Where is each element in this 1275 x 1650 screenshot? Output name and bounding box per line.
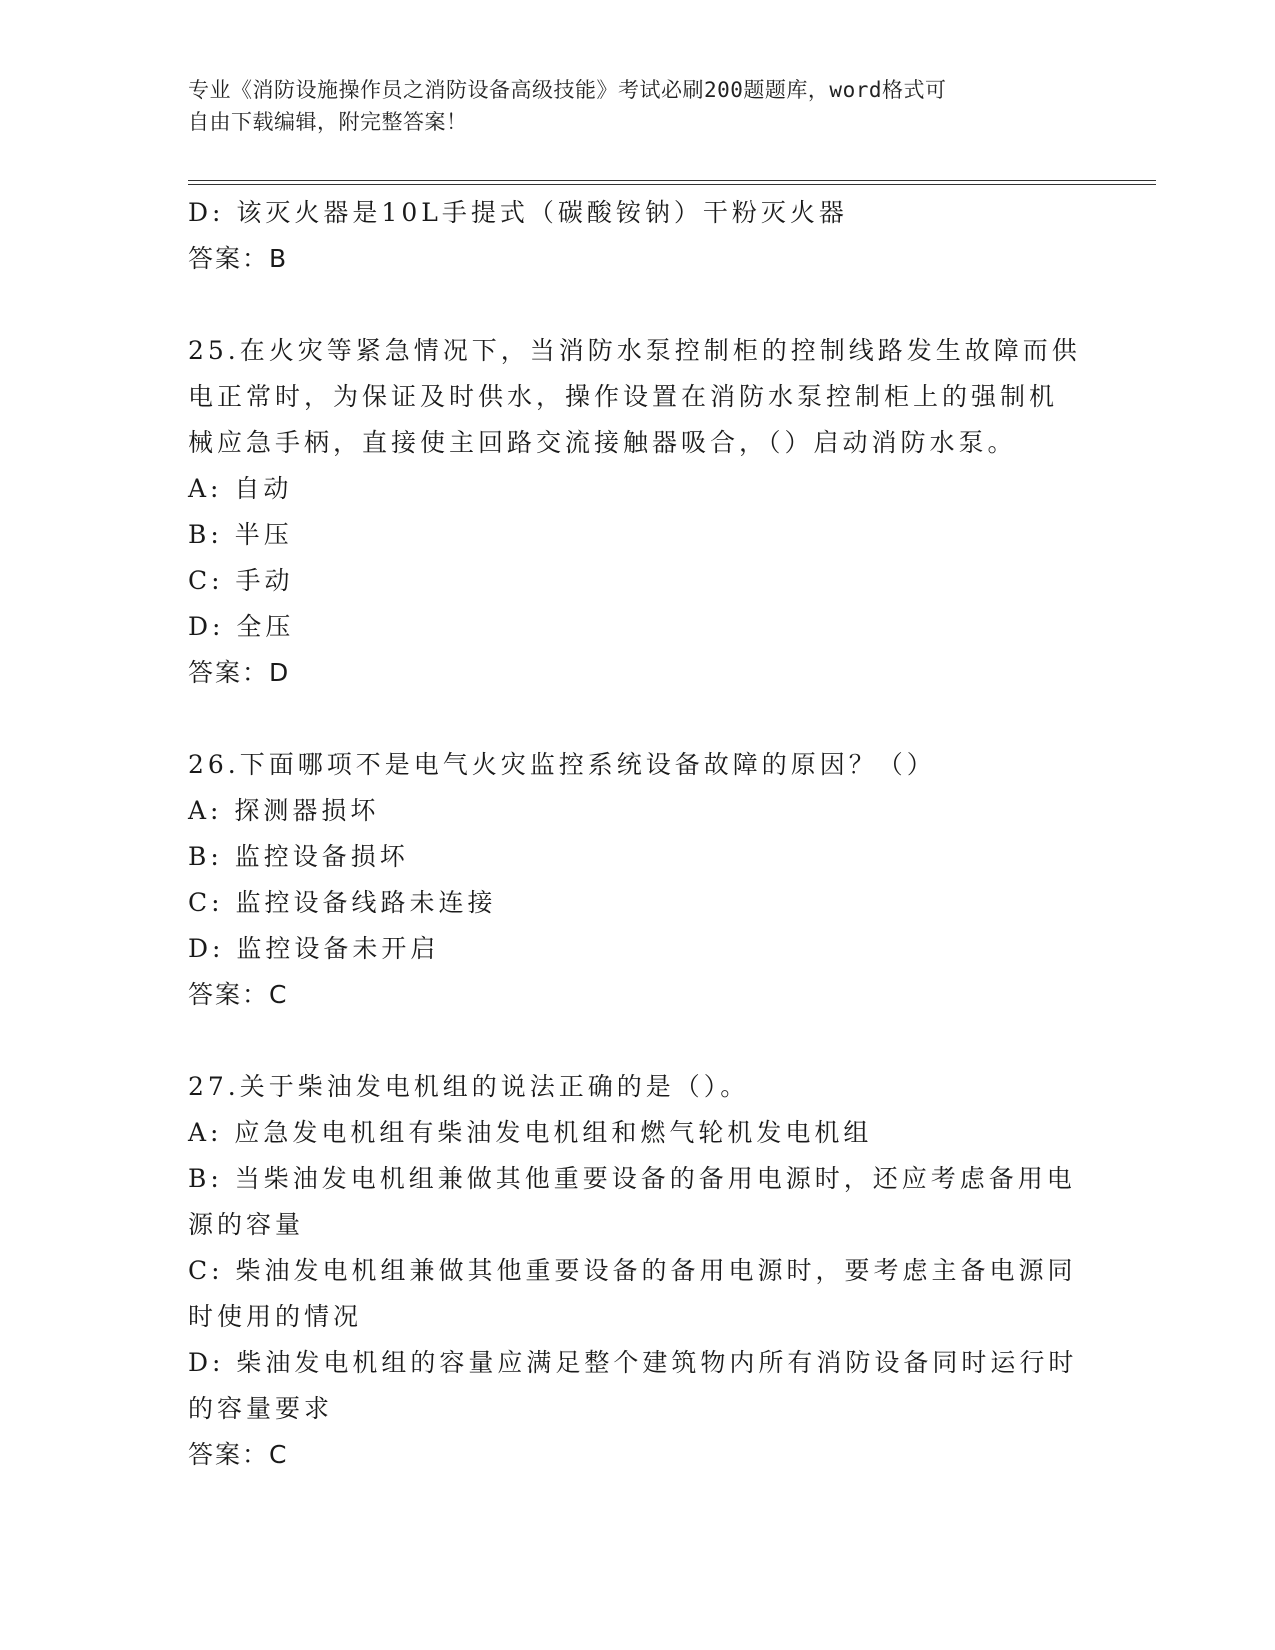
option-d-continued: 的容量要求 xyxy=(188,1394,334,1423)
answer-value: C xyxy=(269,1440,287,1469)
question-stem-line: 25.在火灾等紧急情况下，当消防水泵控制柜的控制线路发生故障而供 xyxy=(188,336,1081,365)
option-b: B: 半压 xyxy=(188,520,293,549)
option-a: A: 应急发电机组有柴油发电机组和燃气轮机发电机组 xyxy=(188,1118,873,1147)
prev-answer xyxy=(188,236,1088,282)
option-d: D: 监控设备未开启 xyxy=(188,934,440,963)
option-c: C: 手动 xyxy=(188,566,294,595)
question-list xyxy=(188,190,1088,1478)
prev-option-d: D: 该灭火器是10L手提式（碳酸铵钠）干粉灭火器 xyxy=(188,198,848,227)
question-26 xyxy=(188,742,1088,1018)
header-line-1: 专业《消防设施操作员之消防设备高级技能》考试必刷200题题库，word格式可 xyxy=(188,78,947,102)
answer-label: 答案： xyxy=(188,658,270,687)
option-d: D: 柴油发电机组的容量应满足整个建筑物内所有消防设备同时运行时 xyxy=(188,1348,1078,1377)
question-stem-line: 电正常时，为保证及时供水，操作设置在消防水泵控制柜上的强制机 xyxy=(188,382,1059,411)
document-header xyxy=(188,74,1088,138)
option-c-continued: 时使用的情况 xyxy=(188,1302,363,1331)
question-27 xyxy=(188,1064,1088,1478)
option-b: B: 监控设备损坏 xyxy=(188,842,409,871)
header-rule-top xyxy=(188,180,1156,181)
option-c: C: 监控设备线路未连接 xyxy=(188,888,497,917)
answer-label: 答案： xyxy=(188,1440,270,1469)
header-rule-bottom xyxy=(188,184,1156,185)
answer-value: D xyxy=(269,658,289,687)
option-d: D: 全压 xyxy=(188,612,295,641)
option-b-continued: 源的容量 xyxy=(188,1210,305,1239)
answer xyxy=(188,972,1088,1018)
answer-value: C xyxy=(269,980,287,1009)
answer xyxy=(188,1432,1088,1478)
header-line-2: 自由下载编辑，附完整答案！ xyxy=(188,110,468,134)
question-stem-line: 26.下面哪项不是电气火灾监控系统设备故障的原因？（） xyxy=(188,750,936,779)
option-a: A: 自动 xyxy=(188,474,293,503)
answer-label: 答案： xyxy=(188,980,270,1009)
question-stem-line: 械应急手柄，直接使主回路交流接触器吸合，（）启动消防水泵。 xyxy=(188,428,1017,457)
answer-label: 答案： xyxy=(188,244,270,273)
question-stem-line: 27.关于柴油发电机组的说法正确的是（）。 xyxy=(188,1072,750,1101)
option-c: C: 柴油发电机组兼做其他重要设备的备用电源时，要考虑主备电源同 xyxy=(188,1256,1077,1285)
option-a: A: 探测器损坏 xyxy=(188,796,380,825)
question-25 xyxy=(188,328,1088,696)
option-b: B: 当柴油发电机组兼做其他重要设备的备用电源时，还应考虑备用电 xyxy=(188,1164,1076,1193)
answer-value: B xyxy=(269,244,287,273)
answer xyxy=(188,650,1088,696)
